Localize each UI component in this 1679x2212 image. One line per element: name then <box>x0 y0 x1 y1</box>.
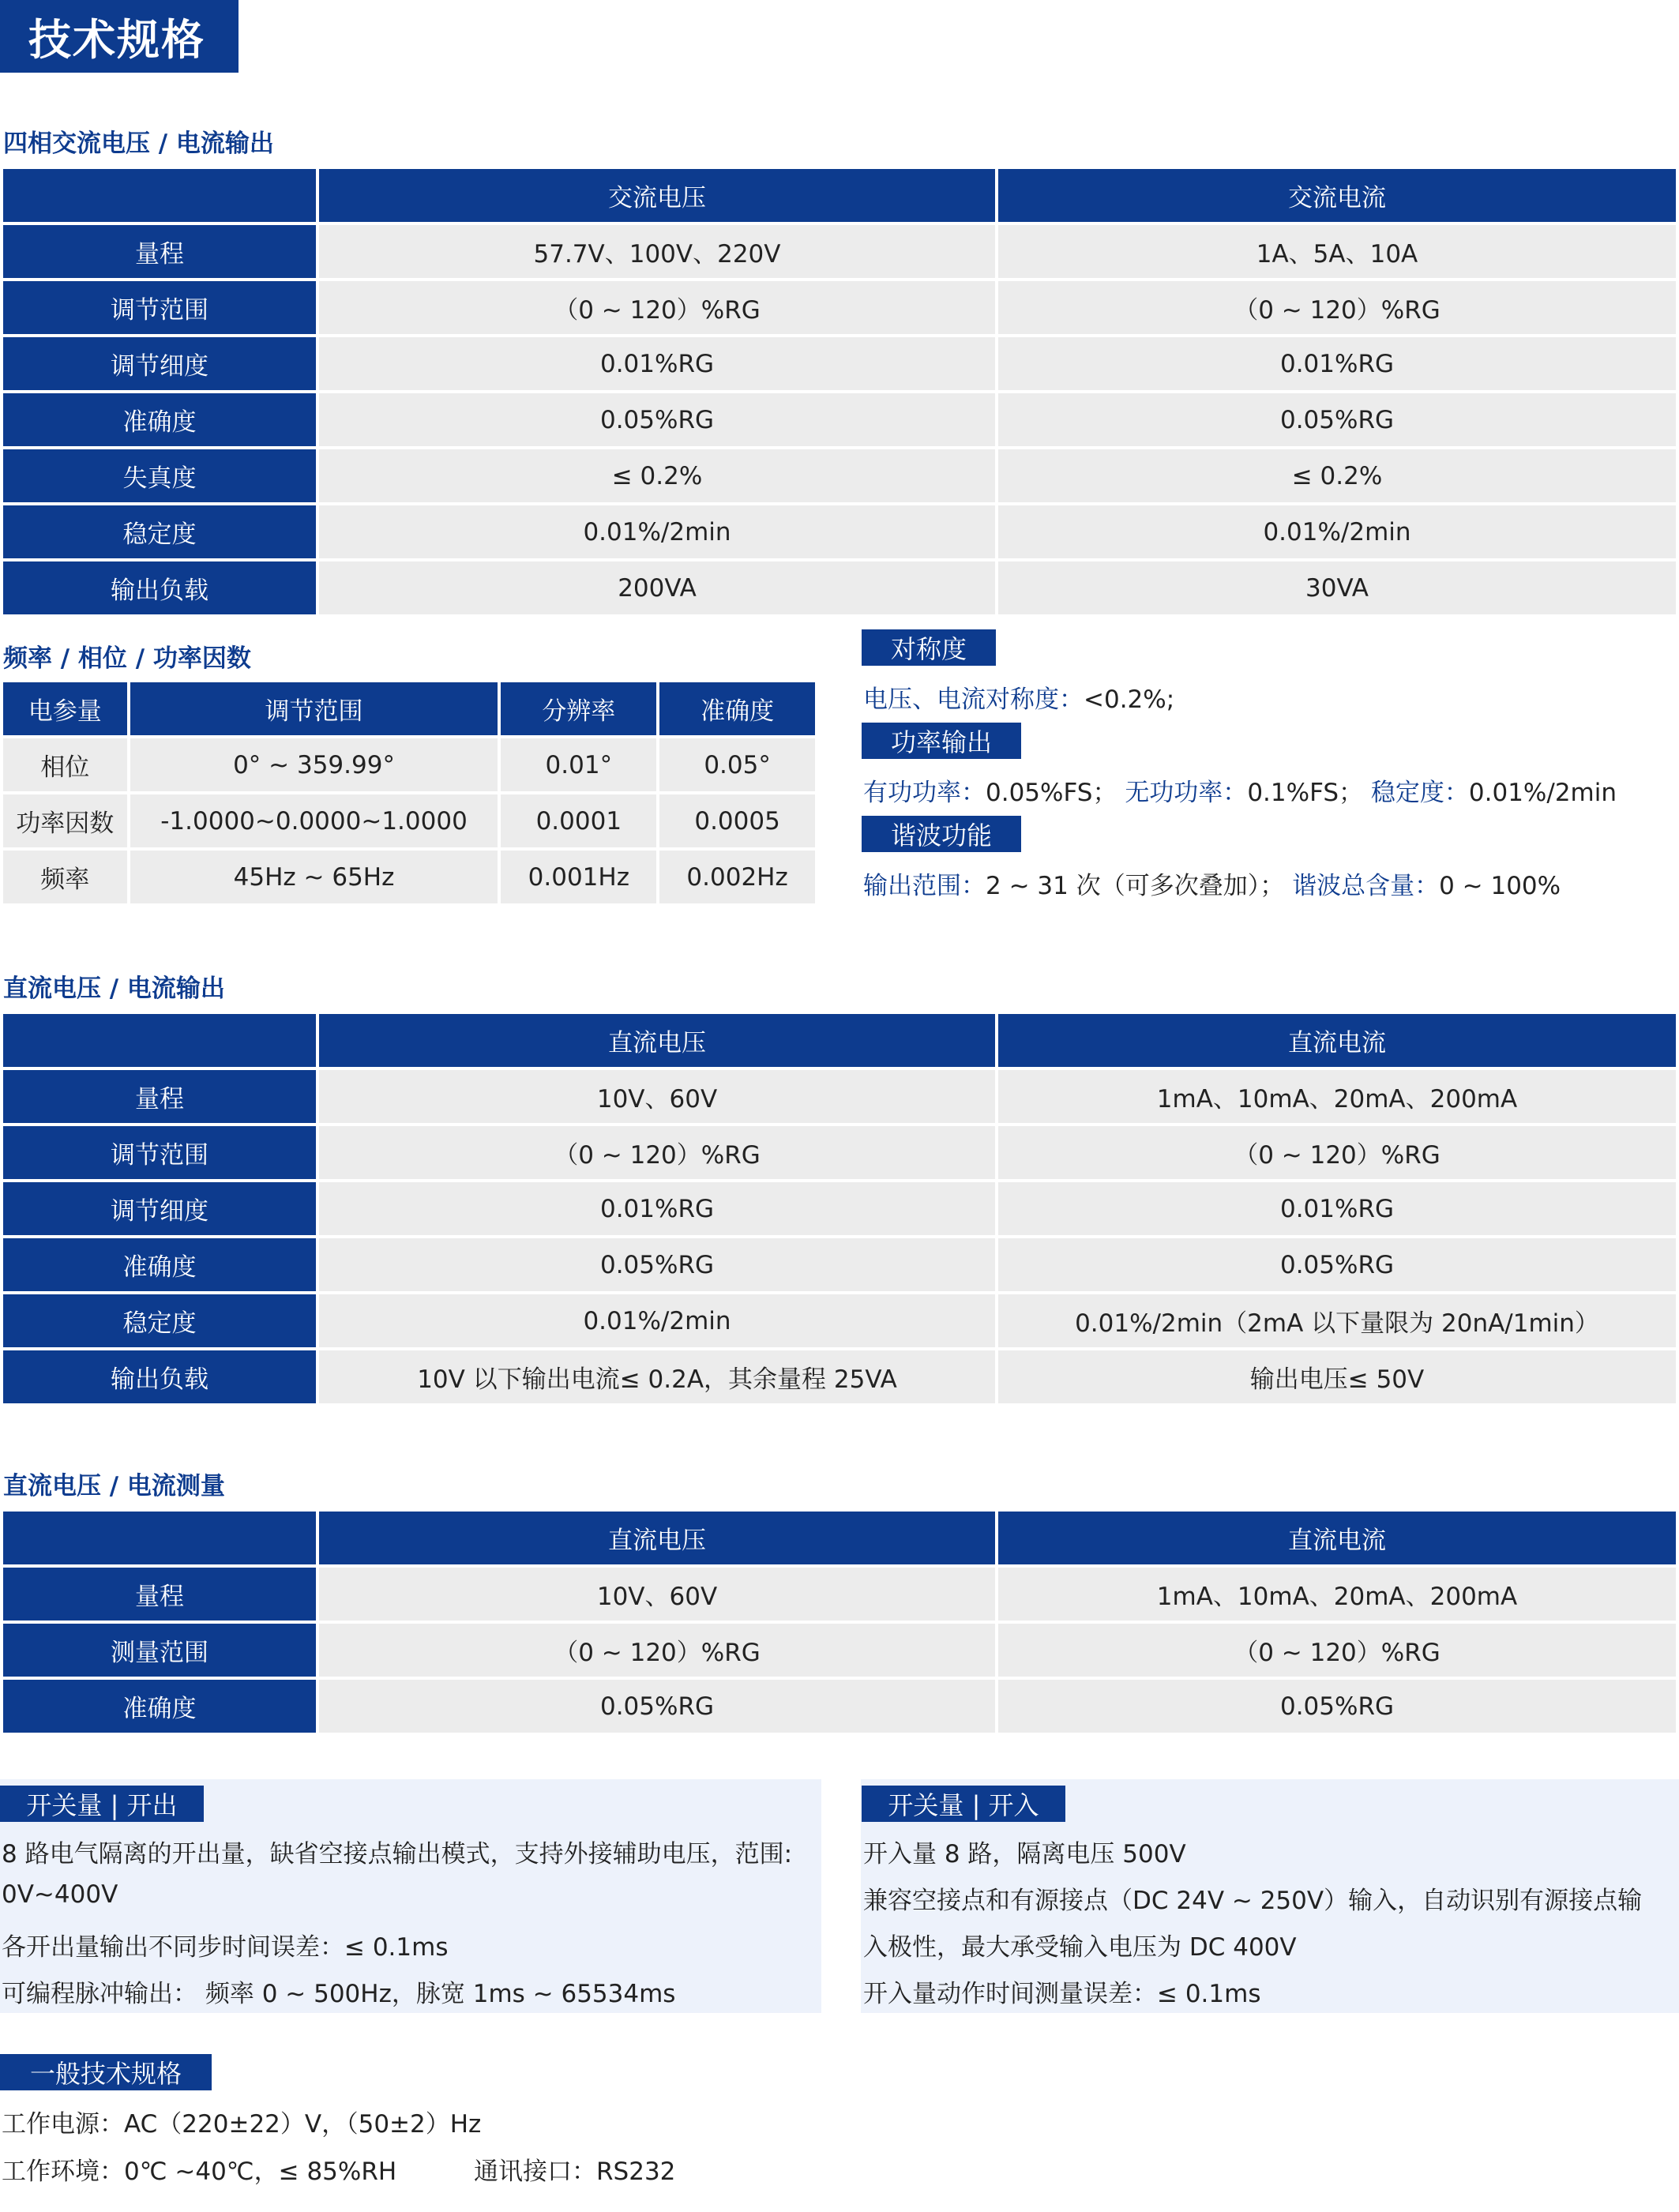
current-cell: 30VA <box>998 561 1676 614</box>
voltage-cell: （0 ~ 120）%RG <box>319 281 995 334</box>
dc-measure-heading: 直流电压 / 电流测量 <box>3 1472 225 1500</box>
resolution-cell: 0.01° <box>501 738 656 791</box>
switch-in-tag: 开关量 | 开入 <box>862 1786 1065 1822</box>
current-cell: 1mA、10mA、20mA、200mA <box>998 1568 1676 1621</box>
ac-output-heading: 四相交流电压 / 电流输出 <box>3 130 274 158</box>
quantity-cell: 频率 <box>3 851 127 903</box>
current-cell: 输出电压≤ 50V <box>998 1350 1676 1403</box>
voltage-cell: 57.7V、100V、220V <box>319 225 995 278</box>
range-cell: 45Hz ~ 65Hz <box>130 851 498 903</box>
range-cell: -1.0000~0.0000~1.0000 <box>130 794 498 847</box>
col-header-current: 直流电流 <box>998 1512 1676 1564</box>
symmetry-tag: 对称度 <box>862 629 996 666</box>
current-cell: 0.01%RG <box>998 337 1676 390</box>
row-label: 稳定度 <box>3 505 316 558</box>
current-cell: 0.01%/2min <box>998 505 1676 558</box>
col-header-current: 直流电流 <box>998 1014 1676 1067</box>
current-cell: 0.05%RG <box>998 393 1676 446</box>
switch-in-line: 入极性，最大承受输入电压为 DC 400V <box>863 1933 1297 1962</box>
accuracy-cell: 0.0005 <box>659 794 815 847</box>
row-label: 调节细度 <box>3 337 316 390</box>
voltage-cell: 0.01%RG <box>319 1182 995 1235</box>
voltage-cell: 0.01%/2min <box>319 1294 995 1347</box>
row-label: 准确度 <box>3 393 316 446</box>
harmonic-total-value: 0 ~ 100% <box>1439 872 1561 900</box>
general-tag: 一般技术规格 <box>0 2054 212 2090</box>
switch-out-line: 0V~400V <box>2 1880 118 1909</box>
stability-label: 稳定度： <box>1370 779 1469 807</box>
row-label: 准确度 <box>3 1238 316 1291</box>
switch-out-line: 8 路电气隔离的开出量，缺省空接点输出模式，支持外接辅助电压，范围: <box>2 1840 793 1868</box>
harmonic-range-value: 2 ~ 31 次（可多次叠加）； <box>986 872 1285 900</box>
col-header-quantity: 电参量 <box>3 682 127 735</box>
comm-interface-line: 通讯接口：RS232 <box>474 2158 676 2186</box>
col-header-current: 交流电流 <box>998 169 1676 222</box>
environment-line: 工作环境：0℃ ~40℃，≤ 85%RH <box>2 2158 397 2186</box>
active-power-value: 0.05%FS； <box>986 779 1117 807</box>
current-cell: 0.05%RG <box>998 1238 1676 1291</box>
switch-in-line: 兼容空接点和有源接点（DC 24V ~ 250V）输入，自动识别有源接点输 <box>863 1887 1643 1915</box>
current-cell: ≤ 0.2% <box>998 449 1676 502</box>
harmonic-range-label: 输出范围： <box>863 872 986 900</box>
current-cell: （0 ~ 120）%RG <box>998 281 1676 334</box>
switch-in-line: 开入量动作时间测量误差：≤ 0.1ms <box>863 1980 1261 2008</box>
header-blank-cell <box>3 169 316 222</box>
accuracy-cell: 0.05° <box>659 738 815 791</box>
row-label: 准确度 <box>3 1680 316 1733</box>
dc-output-heading: 直流电压 / 电流输出 <box>3 975 225 1003</box>
reactive-power-label: 无功功率： <box>1125 779 1248 807</box>
switch-out-line: 各开出量输出不同步时间误差：≤ 0.1ms <box>2 1933 449 1962</box>
voltage-cell: （0 ~ 120）%RG <box>319 1624 995 1677</box>
row-label: 输出负载 <box>3 1350 316 1403</box>
switch-out-tag: 开关量 | 开出 <box>0 1786 204 1822</box>
col-header-voltage: 直流电压 <box>319 1014 995 1067</box>
current-cell: 0.01%RG <box>998 1182 1676 1235</box>
dc-output-table <box>0 1011 1679 1406</box>
col-header-voltage: 直流电压 <box>319 1512 995 1564</box>
dc-measure-table <box>0 1508 1679 1736</box>
voltage-cell: 200VA <box>319 561 995 614</box>
resolution-cell: 0.0001 <box>501 794 656 847</box>
freq-table <box>0 679 818 907</box>
row-label: 调节范围 <box>3 1126 316 1179</box>
current-cell: （0 ~ 120）%RG <box>998 1624 1676 1677</box>
voltage-cell: 0.01%RG <box>319 337 995 390</box>
voltage-cell: ≤ 0.2% <box>319 449 995 502</box>
row-label: 调节范围 <box>3 281 316 334</box>
voltage-cell: 10V 以下输出电流≤ 0.2A，其余量程 25VA <box>319 1350 995 1403</box>
current-cell: 1mA、10mA、20mA、200mA <box>998 1070 1676 1123</box>
voltage-cell: 10V、60V <box>319 1568 995 1621</box>
ac-output-table <box>0 166 1679 618</box>
current-cell: 1A、5A、10A <box>998 225 1676 278</box>
voltage-cell: 0.05%RG <box>319 393 995 446</box>
page-title: 技术规格 <box>0 0 239 73</box>
row-label: 量程 <box>3 1568 316 1621</box>
row-label: 失真度 <box>3 449 316 502</box>
quantity-cell: 相位 <box>3 738 127 791</box>
resolution-cell: 0.001Hz <box>501 851 656 903</box>
accuracy-cell: 0.002Hz <box>659 851 815 903</box>
symmetry-value: <0.2%; <box>1084 685 1175 714</box>
header-blank-cell <box>3 1512 316 1564</box>
voltage-cell: 0.05%RG <box>319 1680 995 1733</box>
voltage-cell: 10V、60V <box>319 1070 995 1123</box>
current-cell: （0 ~ 120）%RG <box>998 1126 1676 1179</box>
reactive-power-value: 0.1%FS； <box>1247 779 1364 807</box>
power-output-tag: 功率输出 <box>862 723 1021 759</box>
col-header-accuracy: 准确度 <box>659 682 815 735</box>
row-label: 测量范围 <box>3 1624 316 1677</box>
row-label: 调节细度 <box>3 1182 316 1235</box>
harmonic-tag: 谐波功能 <box>862 816 1021 852</box>
row-label: 输出负载 <box>3 561 316 614</box>
current-cell: 0.05%RG <box>998 1680 1676 1733</box>
stability-value: 0.01%/2min <box>1468 779 1617 807</box>
current-cell: 0.01%/2min（2mA 以下量限为 20nA/1min） <box>998 1294 1676 1347</box>
range-cell: 0° ~ 359.99° <box>130 738 498 791</box>
header-blank-cell <box>3 1014 316 1067</box>
col-header-range: 调节范围 <box>130 682 498 735</box>
active-power-label: 有功功率： <box>863 779 986 807</box>
row-label: 稳定度 <box>3 1294 316 1347</box>
col-header-resolution: 分辨率 <box>501 682 656 735</box>
quantity-cell: 功率因数 <box>3 794 127 847</box>
col-header-voltage: 交流电压 <box>319 169 995 222</box>
freq-heading: 频率 / 相位 / 功率因数 <box>3 644 251 673</box>
power-output-line <box>863 772 1617 808</box>
voltage-cell: 0.05%RG <box>319 1238 995 1291</box>
switch-in-line: 开入量 8 路，隔离电压 500V <box>863 1840 1186 1868</box>
row-label: 量程 <box>3 225 316 278</box>
symmetry-line <box>863 679 1174 715</box>
row-label: 量程 <box>3 1070 316 1123</box>
power-supply-line: 工作电源：AC（220±22）V，（50±2）Hz <box>2 2110 482 2139</box>
voltage-cell: 0.01%/2min <box>319 505 995 558</box>
harmonic-total-label: 谐波总含量： <box>1292 872 1440 900</box>
voltage-cell: （0 ~ 120）%RG <box>319 1126 995 1179</box>
symmetry-label: 电压、电流对称度： <box>863 685 1084 714</box>
switch-out-line: 可编程脉冲输出： 频率 0 ~ 500Hz，脉宽 1ms ~ 65534ms <box>2 1980 676 2008</box>
harmonic-line <box>863 866 1561 901</box>
